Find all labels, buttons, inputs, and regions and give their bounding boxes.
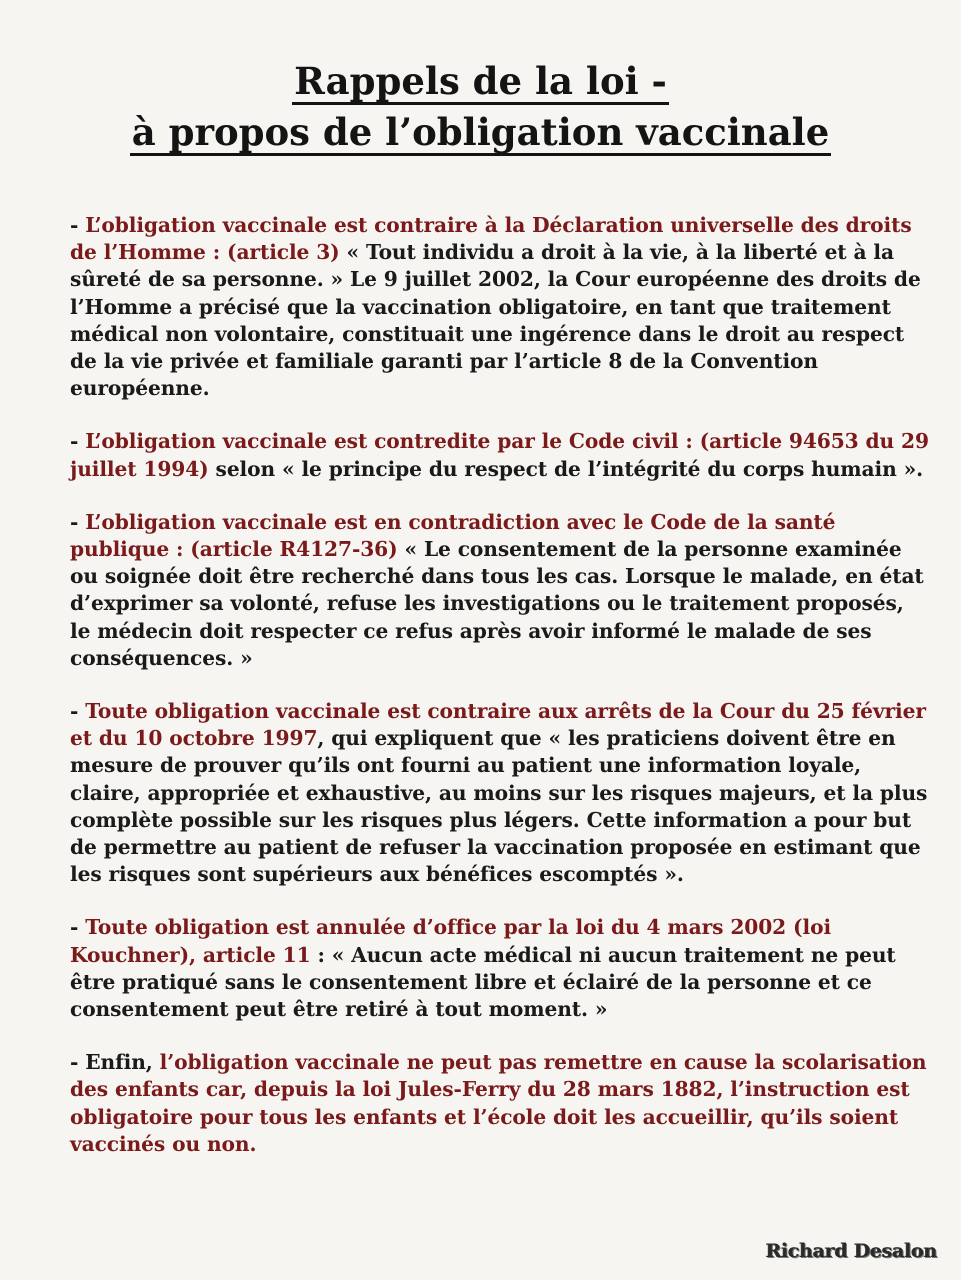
paragraph-text: : « Aucun acte médical ni aucun traitement ne peut être pratiqué sans le consentement libre et éclairé de la personne et ce consentement peut être retiré à tout moment. » (70, 942, 896, 1022)
paragraph-lead: - (70, 699, 86, 724)
title-line-2: à propos de l’obligation vaccinale (131, 110, 830, 154)
author-signature: Richard Desalon (765, 1240, 937, 1262)
paragraph-lead: - Enfin, (70, 1050, 160, 1075)
paragraph-3 (70, 509, 930, 672)
paragraph-1 (70, 212, 930, 402)
document-title (0, 58, 961, 156)
paragraph-4 (70, 698, 930, 888)
document-body (70, 212, 930, 1158)
paragraph-6 (70, 1049, 930, 1158)
paragraph-lead: - (70, 213, 86, 237)
paragraph-highlight: Toute obligation vaccinale est contraire aux arrêts de la Cour du 25 février et du 10 octobre 1997 (70, 699, 926, 751)
paragraph-highlight: Toute obligation est annulée d’office par la loi du 4 mars 2002 (loi Kouchner), article 11 (70, 915, 832, 967)
paragraph-highlight: L’obligation vaccinale est en contradiction avec le Code de la santé publique : (article R4127-36) (70, 509, 836, 562)
paragraph-text: « Tout individu a droit à la vie, à la liberté et à la sûreté de sa personne. » Le 9 juillet 2002, la Cour européenne des droits de l’Homme a précisé que la vaccination obligatoire, en tant que traitement médical non volontaire, constituait une ingérence dans le droit au respect de la vie privée et familiale garanti par l’article 8 de la Convention européenne. (70, 240, 921, 401)
paragraph-lead: - (70, 509, 86, 534)
paragraph-text: selon « le principe du respect de l’intégrité du corps humain ». (208, 456, 924, 481)
paragraph-text: , qui expliquent que « les praticiens doivent être en mesure de prouver qu’ils ont fourni au patient une information loyale, claire, appropriée et exhaustive, au moins sur les risques majeurs, et la plus complète possible sur les risques plus légers. Cette information a pour but de permettre au patient de refuser la vaccination proposée en estimant que les risques sont supérieurs aux bénéfices escomptés ». (70, 726, 928, 887)
paragraph-lead: - (70, 429, 86, 454)
paragraph-highlight: l’obligation vaccinale ne peut pas remettre en cause la scolarisation des enfants car, depuis la loi Jules-Ferry du 28 mars 1882, l’instruction est obligatoire pour tous les enfants et l’école doit les accueillir, qu’ils soient vaccinés ou non. (70, 1050, 927, 1156)
paragraph-text: « Le consentement de la personne examinée ou soignée doit être recherché dans tous les cas. Lorsque le malade, en état d’exprimer sa volonté, refuse les investigations ou le traitement proposés, le médecin doit respecter ce refus après avoir informé le malade de ses conséquences. » (70, 537, 924, 670)
paragraph-lead: - (70, 915, 86, 940)
paragraph-highlight: L’obligation vaccinale est contredite par le Code civil : (article 94653 du 29 juillet 1994) (70, 429, 929, 481)
title-line-1: Rappels de la loi - (294, 59, 667, 103)
paragraph-highlight: L’obligation vaccinale est contraire à la Déclaration universelle des droits de l’Homme : (article 3) (70, 213, 912, 265)
paragraph-5 (70, 914, 930, 1023)
paragraph-2 (70, 428, 930, 482)
